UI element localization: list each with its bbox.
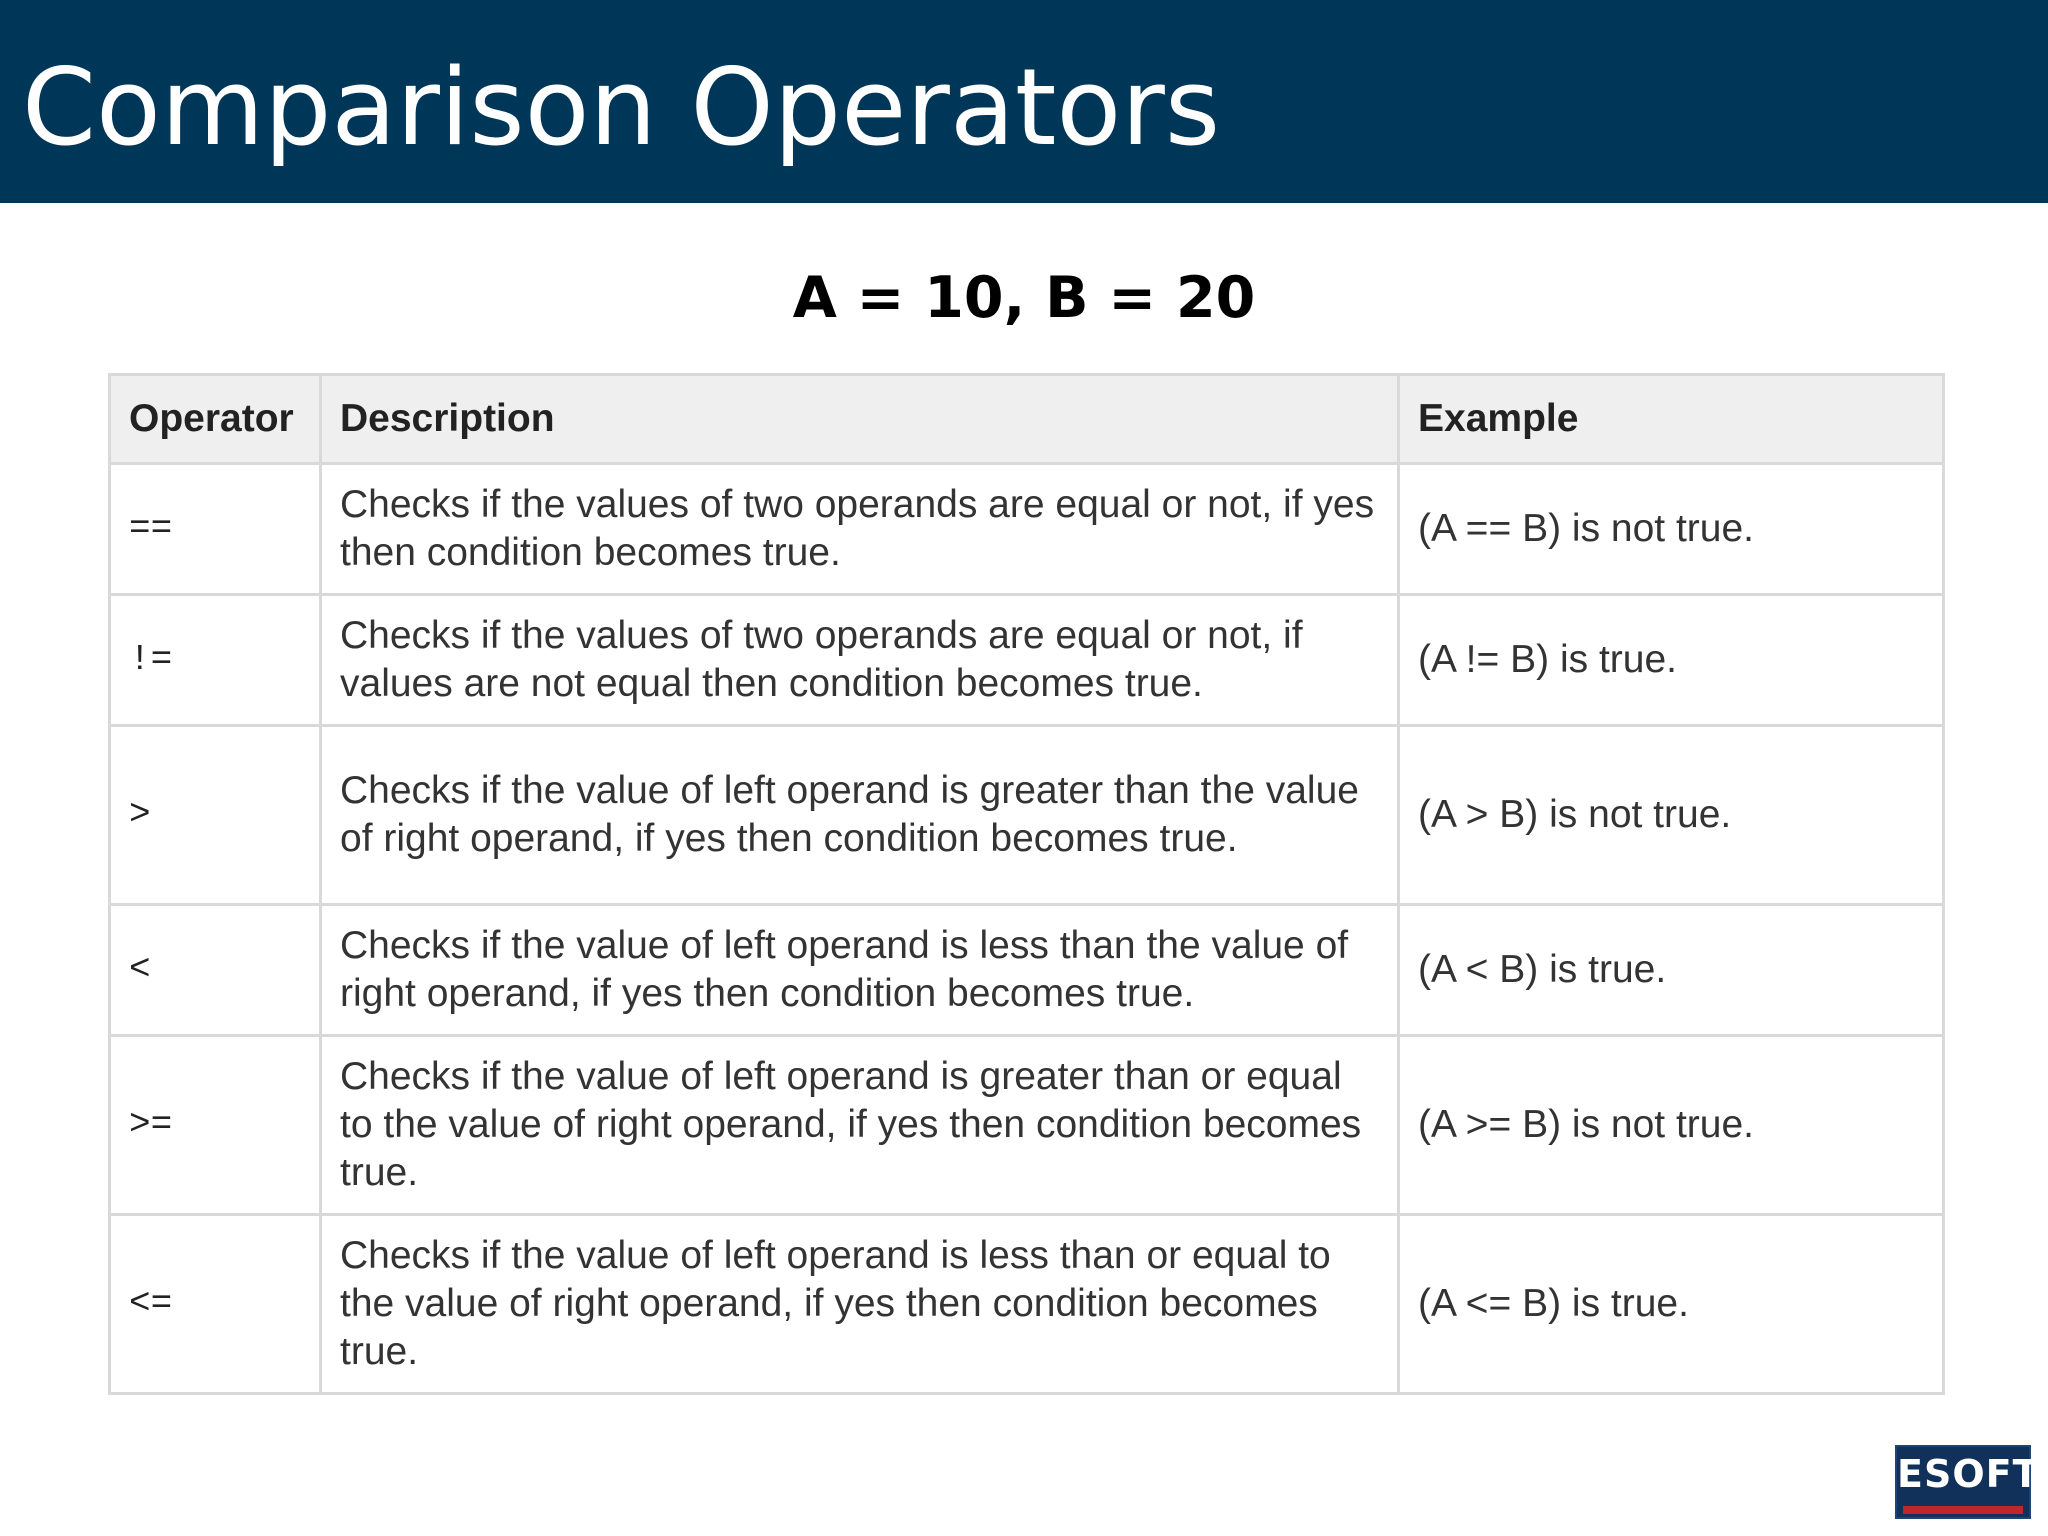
- comparison-operators-table: [108, 373, 1945, 1395]
- logo-tagline-strip: [1903, 1506, 2023, 1514]
- description-cell: Checks if the values of two operands are equal or not, if values are not equal then condition becomes true.: [321, 595, 1399, 726]
- table-row: [110, 905, 1944, 1036]
- header-description: Description: [321, 375, 1399, 464]
- description-cell: Checks if the values of two operands are equal or not, if yes then condition becomes true.: [321, 464, 1399, 595]
- example-cell: (A == B) is not true.: [1399, 464, 1944, 595]
- operator-cell: !=: [110, 595, 321, 726]
- title-bar: [0, 0, 2048, 203]
- example-cell: (A >= B) is not true.: [1399, 1036, 1944, 1215]
- example-cell: (A != B) is true.: [1399, 595, 1944, 726]
- operator-cell: ==: [110, 464, 321, 595]
- description-cell: Checks if the value of left operand is less than or equal to the value of right operand, if yes then condition becomes true.: [321, 1215, 1399, 1394]
- table-row: [110, 1036, 1944, 1215]
- example-cell: (A <= B) is true.: [1399, 1215, 1944, 1394]
- table-header-row: [110, 375, 1944, 464]
- table-row: [110, 1215, 1944, 1394]
- operator-cell: <: [110, 905, 321, 1036]
- example-cell: (A < B) is true.: [1399, 905, 1944, 1036]
- table-row: [110, 726, 1944, 905]
- table-row: [110, 464, 1944, 595]
- header-operator: Operator: [110, 375, 321, 464]
- table-row: [110, 595, 1944, 726]
- header-example: Example: [1399, 375, 1944, 464]
- example-cell: (A > B) is not true.: [1399, 726, 1944, 905]
- slide-title: Comparison Operators: [22, 46, 1221, 169]
- logo-text: ESOFT: [1897, 1452, 2040, 1496]
- description-cell: Checks if the value of left operand is greater than or equal to the value of right operand, if yes then condition becomes true.: [321, 1036, 1399, 1215]
- operator-cell: >=: [110, 1036, 321, 1215]
- variables-subtitle: A = 10, B = 20: [792, 265, 1256, 331]
- description-cell: Checks if the value of left operand is greater than the value of right operand, if yes then condition becomes true.: [321, 726, 1399, 905]
- description-cell: Checks if the value of left operand is less than the value of right operand, if yes then condition becomes true.: [321, 905, 1399, 1036]
- esoft-logo: [1895, 1445, 2040, 1519]
- operator-cell: <=: [110, 1215, 321, 1394]
- operator-cell: >: [110, 726, 321, 905]
